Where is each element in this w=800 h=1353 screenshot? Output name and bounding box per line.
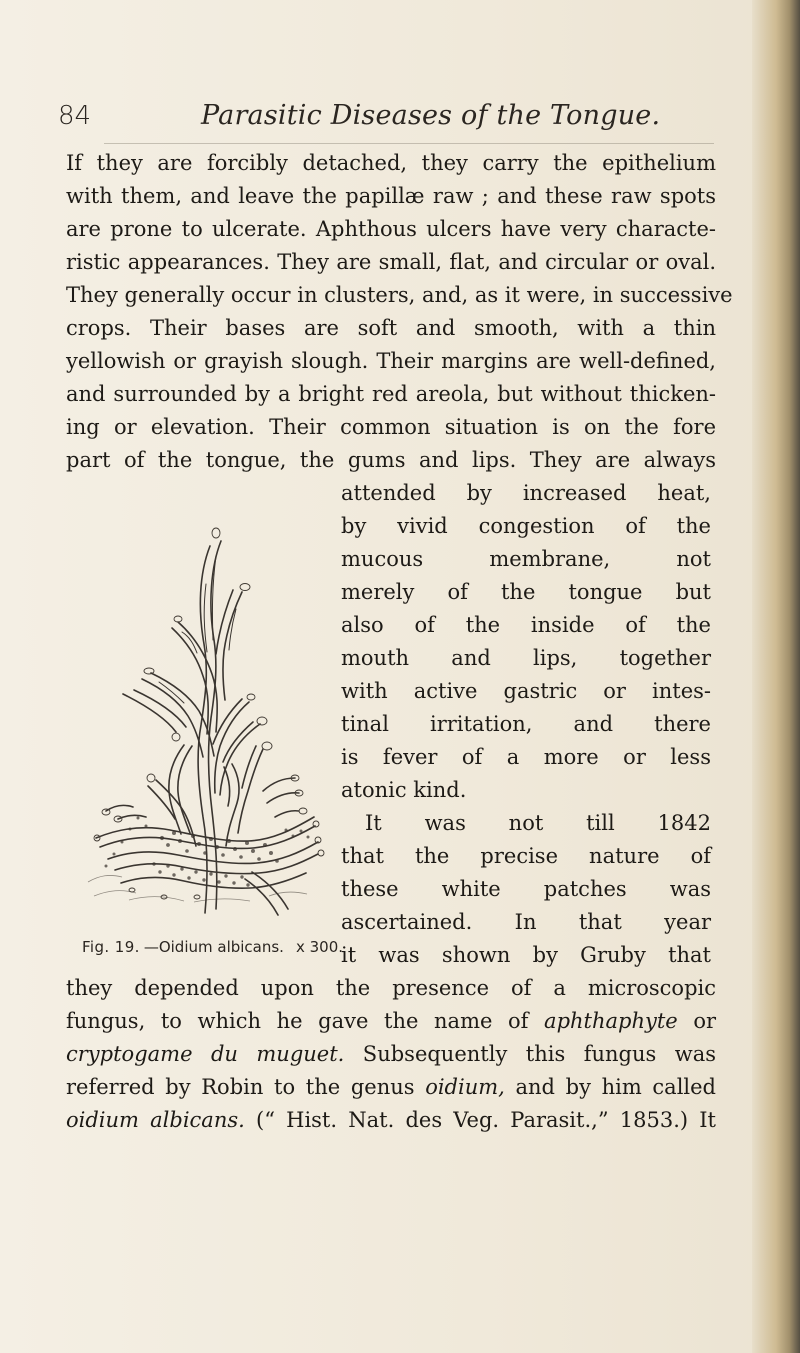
text-run: they depended upon the presence of a microscopic [66, 976, 716, 1000]
text-line [66, 1005, 716, 1038]
text-line-beside-figure: It was not till 1842 [365, 811, 711, 835]
text-line-beside-figure: it was shown by Gruby that [341, 943, 711, 967]
text-line-beside-figure: tinal irritation, and there [341, 712, 711, 736]
text-line [66, 1071, 716, 1104]
text-run: and by him called [504, 1075, 716, 1099]
text-line: part of the tongue, the gums and lips. They are always [66, 448, 716, 472]
text-line: ing or elevation. Their common situation is on the fore [66, 415, 716, 439]
text-line-beside-figure: these white patches was [341, 877, 711, 901]
figure-caption [82, 937, 358, 957]
text-line-beside-figure: merely of the tongue but [341, 580, 711, 604]
text-line-beside-figure: that the precise nature of [341, 844, 711, 868]
text-line-beside-figure: with active gastric or intes- [341, 679, 711, 703]
italic-run: oidium albicans. [66, 1108, 245, 1132]
text-line-beside-figure: is fever of a more or less [341, 745, 711, 769]
figure-magnification: x 300. [295, 938, 344, 956]
text-line: ristic appearances. They are small, flat, and circular or oval. [66, 250, 716, 274]
text-line-beside-figure: also of the inside of the [341, 613, 711, 637]
text-run: or [677, 1009, 717, 1033]
text-run: fungus, to which he gave the name of [66, 1009, 545, 1033]
oidium-albicans-illustration [66, 486, 340, 943]
text-run: (“ Hist. Nat. des Veg. Parasit.,” 1853.) It [244, 1108, 716, 1132]
italic-run: cryptogame du muguet. [66, 1042, 345, 1066]
figure-title: —Oidium albicans. [143, 938, 284, 956]
text-line: They generally occur in clusters, and, as it were, in successive [66, 283, 733, 307]
text-run: referred by Robin to the genus [66, 1075, 426, 1099]
text-line: with them, and leave the papillæ raw ; and these raw spots [66, 184, 716, 208]
text-line-beside-figure: attended by increased heat, [341, 481, 711, 505]
figure-19 [66, 486, 344, 976]
page-number: 84 [58, 101, 92, 131]
text-line: are prone to ulcerate. Aphthous ulcers have very characte- [66, 217, 716, 241]
text-line [66, 1038, 716, 1071]
text-line [66, 972, 716, 1005]
running-head-title: Parasitic Diseases of the Tongue. [201, 100, 661, 131]
text-line-beside-figure: atonic kind. [341, 778, 467, 802]
text-line [66, 1104, 716, 1137]
header-rule [104, 143, 714, 144]
text-line-beside-figure: mouth and lips, together [341, 646, 711, 670]
running-head [58, 101, 758, 143]
page-edge-shadow [752, 0, 800, 1353]
italic-run: oidium, [425, 1075, 505, 1099]
text-line: If they are forcibly detached, they carry the epithelium [66, 151, 716, 175]
text-line-beside-figure: ascertained. In that year [341, 910, 711, 934]
text-run: Subsequently this fungus was [344, 1042, 716, 1066]
text-line: crops. Their bases are soft and smooth, with a thin [66, 316, 716, 340]
text-line-beside-figure: by vivid congestion of the [341, 514, 711, 538]
figure-number: Fig. 19. [82, 938, 140, 956]
text-line: and surrounded by a bright red areola, but without thicken- [66, 382, 716, 406]
italic-run: aphthaphyte [544, 1009, 678, 1033]
text-line: yellowish or grayish slough. Their margins are well-defined, [66, 349, 716, 373]
text-line-beside-figure: mucous membrane, not [341, 547, 711, 571]
